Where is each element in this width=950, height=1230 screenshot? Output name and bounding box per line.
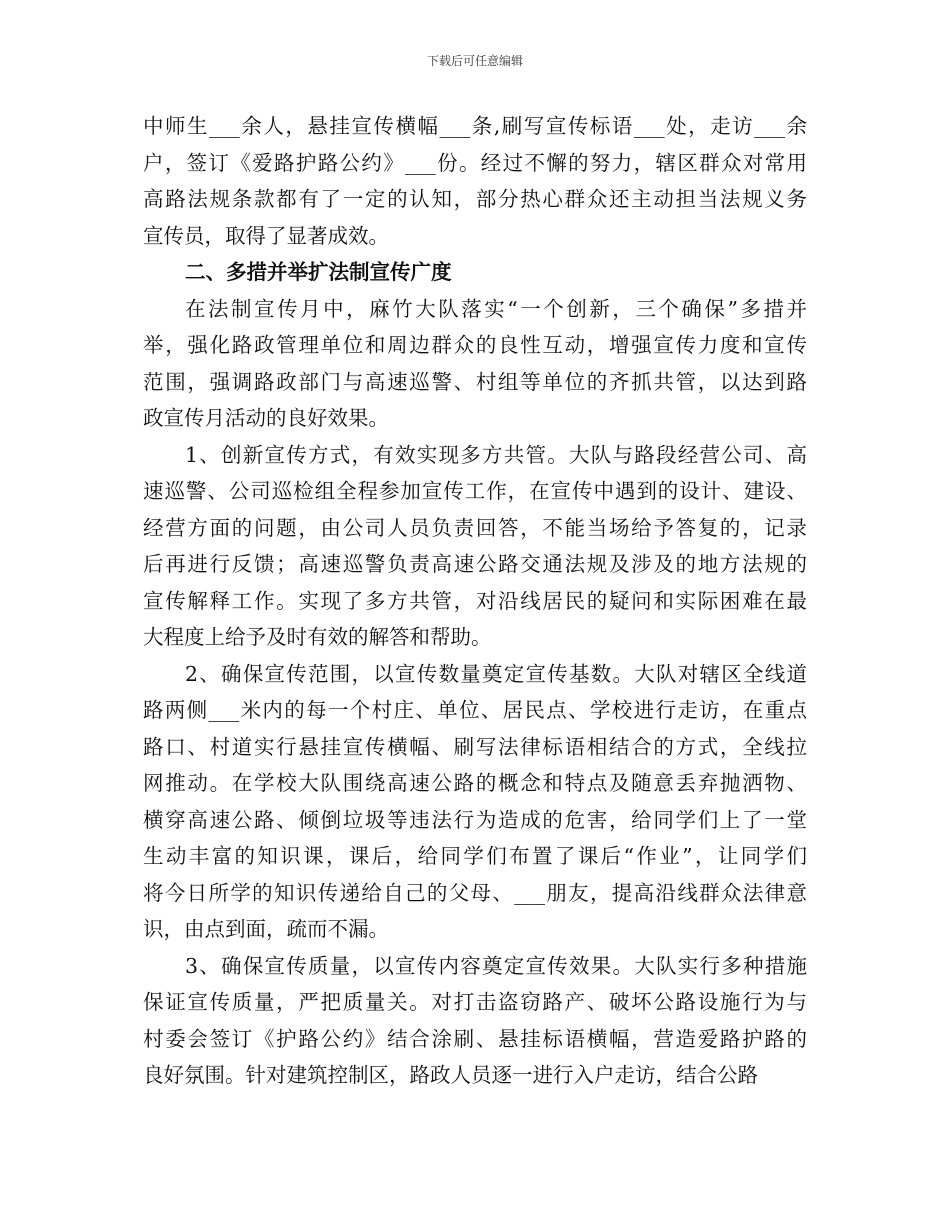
text-line: 宣传解释工作。实现了多方共管，对沿线居民的疑问和实际困难在最 — [143, 588, 807, 613]
text-line: 高路法规条款都有了一定的认知，部分热心群众还主动担当法规义务 — [143, 187, 807, 211]
text-line: 经营方面的问题，由公司人员负责回答，不能当场给予答复的，记录 — [143, 515, 807, 540]
text-line: 户，签订《爱路护路公约》___份。经过不懈的努力，辖区群众对常用 — [143, 150, 807, 175]
paragraph — [143, 948, 807, 1094]
section-heading — [143, 254, 807, 291]
text-line: 后再进行反馈；高速巡警负责高速公路交通法规及涉及的地方法规的 — [143, 552, 807, 576]
text-line: 网推动。在学校大队围绕高速公路的概念和特点及随意丢弃抛洒物、 — [143, 771, 807, 795]
text-line: 中师生___余人，悬挂宣传横幅___条,刷写宣传标语___处，走访___余 — [143, 114, 807, 138]
text-line: 生动丰富的知识课，课后，给同学们布置了课后“作业”，让同学们 — [143, 844, 807, 868]
text-line: 2、确保宣传范围，以宣传数量奠定宣传基数。大队对辖区全线道 — [185, 661, 807, 686]
paragraph — [143, 108, 807, 254]
document-body — [143, 108, 807, 1094]
text-line: 将今日所学的知识传递给自己的父母、___朋友，提高沿线群众法律意 — [143, 880, 807, 905]
text-line: 速巡警、公司巡检组全程参加宣传工作，在宣传中遇到的设计、建设、 — [143, 479, 807, 503]
text-line: 路口、村道实行悬挂宣传横幅、刷写法律标语相结合的方式，全线拉 — [143, 734, 807, 759]
heading-line: 二、多措并举扩法制宣传广度 — [185, 260, 452, 284]
text-line: 范围，强调路政部门与高速巡警、村组等单位的齐抓共管，以达到路 — [143, 369, 807, 394]
text-line: 横穿高速公路、倾倒垃圾等违法行为造成的危害，给同学们上了一堂 — [143, 807, 807, 832]
paragraph — [143, 291, 807, 437]
paragraph — [143, 656, 807, 948]
page-header: 下载后可任意编辑 — [426, 54, 523, 68]
text-line: 识，由点到面，疏而不漏。 — [143, 917, 389, 941]
text-line: 村委会签订《护路公约》结合涂刷、悬挂标语横幅，营造爱路护路的 — [143, 1026, 807, 1051]
text-line: 政宣传月活动的良好效果。 — [143, 406, 389, 430]
text-line: 1、创新宣传方式，有效实现多方共管。大队与路段经营公司、高 — [185, 442, 807, 467]
text-line: 举，强化路政管理单位和周边群众的良性互动，增强宣传力度和宣传 — [143, 333, 807, 357]
text-line: 3、确保宣传质量，以宣传内容奠定宣传效果。大队实行多种措施 — [185, 953, 807, 978]
text-line: 大程度上给予及时有效的解答和帮助。 — [143, 625, 492, 649]
paragraph — [143, 437, 807, 656]
text-line: 保证宣传质量，严把质量关。对打击盗窃路产、破坏公路设施行为与 — [143, 990, 807, 1014]
text-line: 路两侧___米内的每一个村庄、单位、居民点、学校进行走访，在重点 — [143, 698, 807, 722]
text-line: 宣传员，取得了显著成效。 — [143, 223, 389, 248]
text-line: 在法制宣传月中，麻竹大队落实“一个创新，三个确保”多措并 — [185, 296, 807, 321]
text-line: 良好氛围。针对建筑控制区，路政人员逐一进行入户走访，结合公路 — [143, 1063, 758, 1087]
